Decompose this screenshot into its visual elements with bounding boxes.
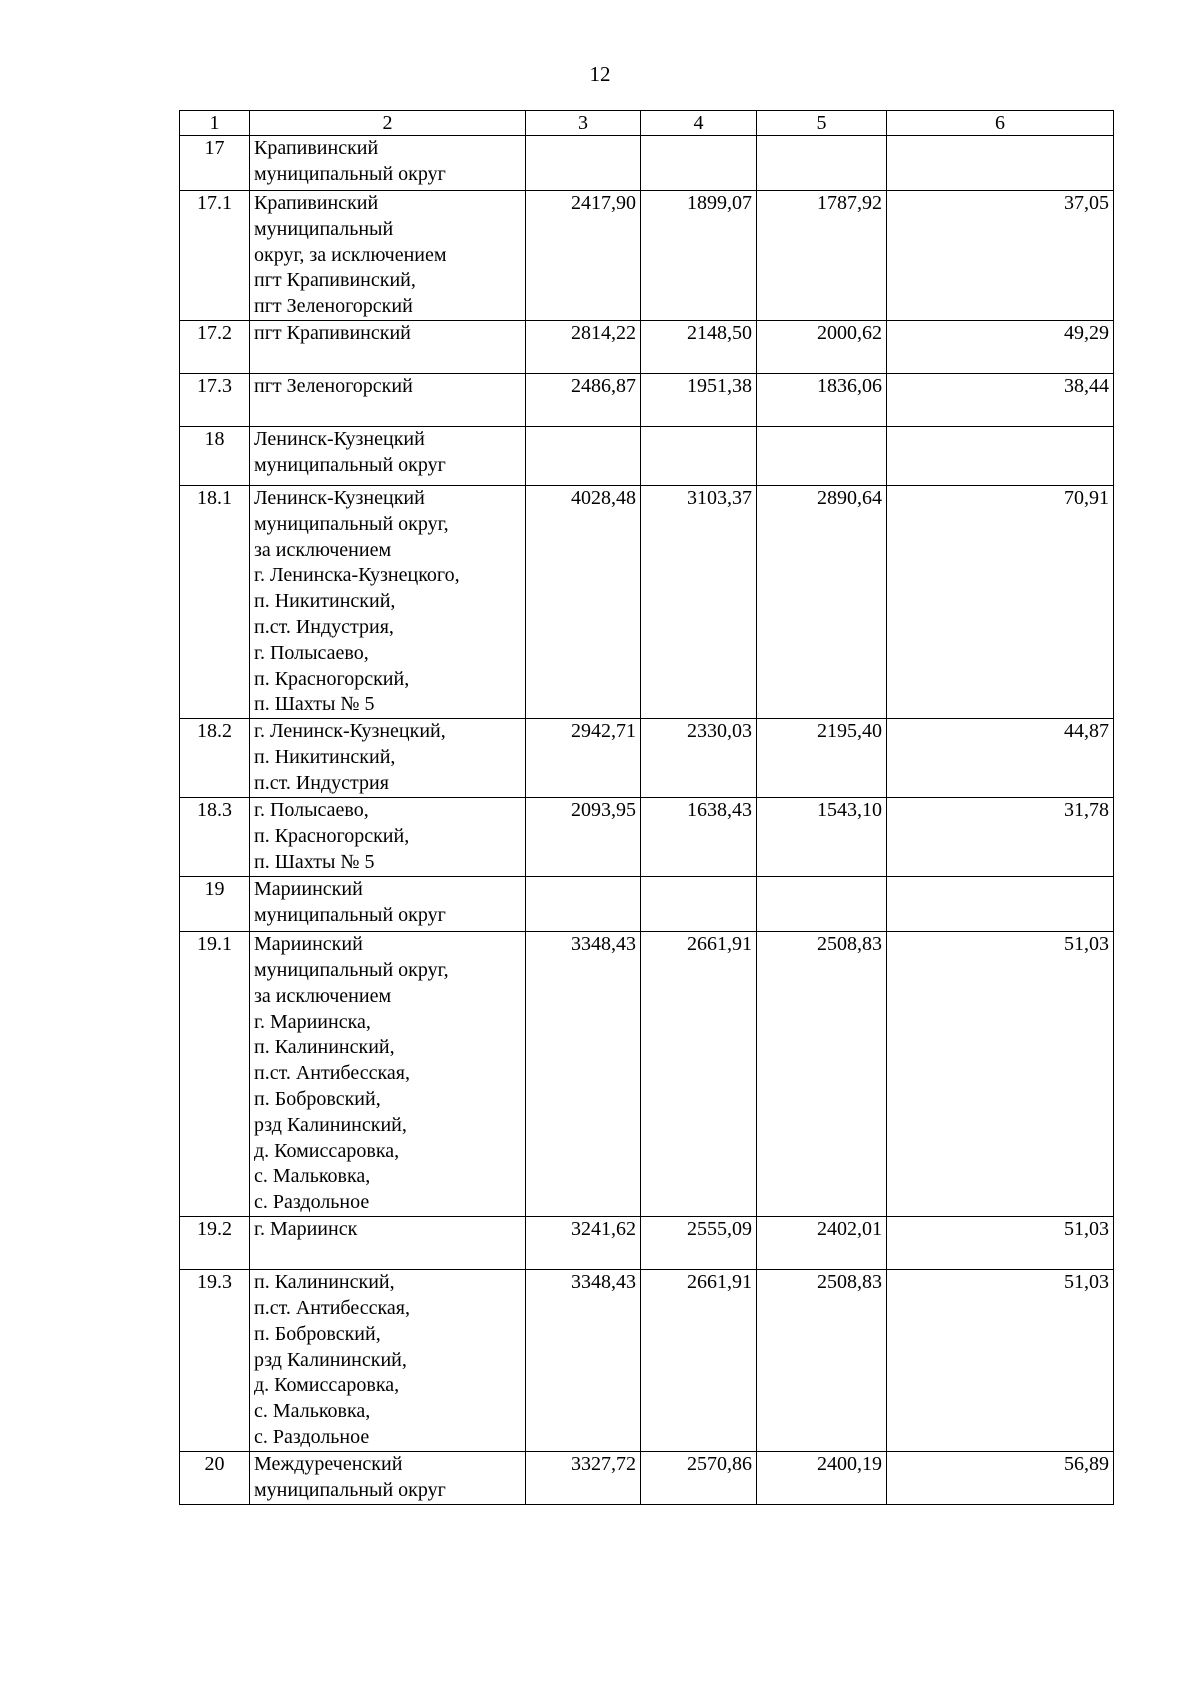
territory-name-cell: Междуреченский муниципальный округ <box>250 1451 526 1504</box>
territory-name-cell: Мариинский муниципальный округ, за исключением г. Мариинска, п. Калининский, п.ст. Антибесская, п. Бобровский, рзд Калининский, д. Комиссаровка, с. Мальковка, с. Раздольное <box>250 932 526 1217</box>
territory-name-cell: пгт Зеленогорский <box>250 373 526 426</box>
value-cell-col4: 2555,09 <box>641 1217 757 1270</box>
table-row <box>180 1451 1114 1504</box>
value-cell-col6 <box>887 136 1114 191</box>
table-row <box>180 426 1114 485</box>
territory-name-cell: г. Полысаево, п. Красногорский, п. Шахты № 5 <box>250 798 526 877</box>
column-header: 2 <box>250 111 526 136</box>
value-cell-col5: 2402,01 <box>757 1217 887 1270</box>
value-cell-col5: 2890,64 <box>757 485 887 718</box>
row-number-cell: 18.2 <box>180 719 250 798</box>
row-number-cell: 18.1 <box>180 485 250 718</box>
value-cell-col3 <box>526 877 641 932</box>
column-header-row <box>180 111 1114 136</box>
value-cell-col6: 70,91 <box>887 485 1114 718</box>
value-cell-col4 <box>641 426 757 485</box>
value-cell-col6: 49,29 <box>887 320 1114 373</box>
territory-name-cell: Крапивинский муниципальный округ, за исключением пгт Крапивинский, пгт Зеленогорский <box>250 191 526 321</box>
tariff-table <box>179 110 1114 1505</box>
table-row <box>180 1270 1114 1452</box>
territory-name-cell: пгт Крапивинский <box>250 320 526 373</box>
value-cell-col6: 44,87 <box>887 719 1114 798</box>
value-cell-col3: 2417,90 <box>526 191 641 321</box>
page-number: 12 <box>589 62 611 86</box>
value-cell-col3: 2486,87 <box>526 373 641 426</box>
value-cell-col6: 38,44 <box>887 373 1114 426</box>
row-number-cell: 18.3 <box>180 798 250 877</box>
territory-name-cell: г. Ленинск-Кузнецкий, п. Никитинский, п.ст. Индустрия <box>250 719 526 798</box>
value-cell-col4: 3103,37 <box>641 485 757 718</box>
value-cell-col4: 1638,43 <box>641 798 757 877</box>
territory-name-cell: Крапивинский муниципальный округ <box>250 136 526 191</box>
table-row <box>180 485 1114 718</box>
value-cell-col5: 1543,10 <box>757 798 887 877</box>
value-cell-col3: 2814,22 <box>526 320 641 373</box>
row-number-cell: 17.1 <box>180 191 250 321</box>
column-header: 4 <box>641 111 757 136</box>
row-number-cell: 17.3 <box>180 373 250 426</box>
value-cell-col6: 37,05 <box>887 191 1114 321</box>
value-cell-col4 <box>641 877 757 932</box>
value-cell-col4: 1951,38 <box>641 373 757 426</box>
column-header: 1 <box>180 111 250 136</box>
value-cell-col3: 4028,48 <box>526 485 641 718</box>
territory-name-cell: п. Калининский, п.ст. Антибесская, п. Бобровский, рзд Калининский, д. Комиссаровка, с. Мальковка, с. Раздольное <box>250 1270 526 1452</box>
value-cell-col5 <box>757 136 887 191</box>
table-row <box>180 932 1114 1217</box>
value-cell-col5 <box>757 426 887 485</box>
value-cell-col4: 2330,03 <box>641 719 757 798</box>
value-cell-col3: 2942,71 <box>526 719 641 798</box>
value-cell-col3: 3348,43 <box>526 1270 641 1452</box>
value-cell-col5: 1836,06 <box>757 373 887 426</box>
column-header: 6 <box>887 111 1114 136</box>
value-cell-col3 <box>526 426 641 485</box>
value-cell-col6 <box>887 426 1114 485</box>
row-number-cell: 19 <box>180 877 250 932</box>
value-cell-col3: 2093,95 <box>526 798 641 877</box>
value-cell-col5 <box>757 877 887 932</box>
territory-name-cell: Мариинский муниципальный округ <box>250 877 526 932</box>
row-number-cell: 19.2 <box>180 1217 250 1270</box>
value-cell-col4: 2661,91 <box>641 1270 757 1452</box>
value-cell-col5: 2195,40 <box>757 719 887 798</box>
value-cell-col6 <box>887 877 1114 932</box>
table-row <box>180 191 1114 321</box>
value-cell-col6: 51,03 <box>887 1270 1114 1452</box>
value-cell-col4: 2661,91 <box>641 932 757 1217</box>
territory-name-cell: г. Мариинск <box>250 1217 526 1270</box>
value-cell-col4 <box>641 136 757 191</box>
value-cell-col3: 3348,43 <box>526 932 641 1217</box>
value-cell-col5: 1787,92 <box>757 191 887 321</box>
row-number-cell: 18 <box>180 426 250 485</box>
value-cell-col6: 31,78 <box>887 798 1114 877</box>
table-row <box>180 373 1114 426</box>
row-number-cell: 19.3 <box>180 1270 250 1452</box>
table-row <box>180 719 1114 798</box>
table-row <box>180 136 1114 191</box>
value-cell-col6: 51,03 <box>887 932 1114 1217</box>
row-number-cell: 19.1 <box>180 932 250 1217</box>
column-header: 3 <box>526 111 641 136</box>
value-cell-col5: 2508,83 <box>757 932 887 1217</box>
value-cell-col4: 1899,07 <box>641 191 757 321</box>
table-row <box>180 320 1114 373</box>
value-cell-col5: 2508,83 <box>757 1270 887 1452</box>
value-cell-col4: 2148,50 <box>641 320 757 373</box>
table-row <box>180 1217 1114 1270</box>
table-row <box>180 798 1114 877</box>
value-cell-col3 <box>526 136 641 191</box>
column-header: 5 <box>757 111 887 136</box>
row-number-cell: 17.2 <box>180 320 250 373</box>
row-number-cell: 17 <box>180 136 250 191</box>
value-cell-col3: 3327,72 <box>526 1451 641 1504</box>
row-number-cell: 20 <box>180 1451 250 1504</box>
table-row <box>180 877 1114 932</box>
value-cell-col4: 2570,86 <box>641 1451 757 1504</box>
value-cell-col3: 3241,62 <box>526 1217 641 1270</box>
territory-name-cell: Ленинск-Кузнецкий муниципальный округ, за исключением г. Ленинска-Кузнецкого, п. Никитинский, п.ст. Индустрия, г. Полысаево, п. Красногорский, п. Шахты № 5 <box>250 485 526 718</box>
value-cell-col5: 2400,19 <box>757 1451 887 1504</box>
territory-name-cell: Ленинск-Кузнецкий муниципальный округ <box>250 426 526 485</box>
table-body <box>180 111 1114 1505</box>
value-cell-col6: 51,03 <box>887 1217 1114 1270</box>
value-cell-col5: 2000,62 <box>757 320 887 373</box>
value-cell-col6: 56,89 <box>887 1451 1114 1504</box>
